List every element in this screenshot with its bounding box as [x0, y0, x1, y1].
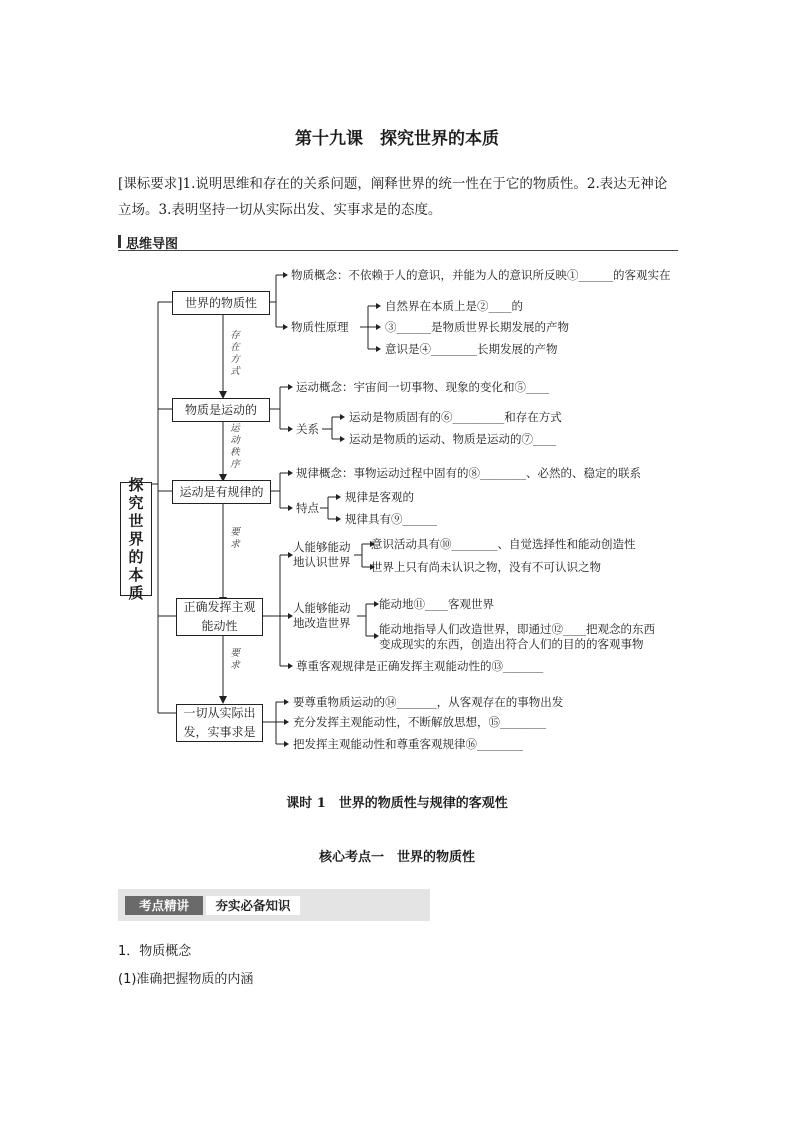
body-item-1: 1．物质概念 — [118, 944, 192, 959]
practice-item-2: 充分发挥主观能动性，不断解放思想，⑮________ — [293, 715, 546, 729]
curriculum-requirement-line-2: 立场。3.表明坚持一切从实际出发、实事求是的态度。 — [118, 202, 442, 218]
relation-item-1: 运动是物质固有的⑥_________和存在方式 — [349, 410, 562, 424]
change-item-1: 能动地⑪____客观世界 — [379, 597, 494, 611]
feature-item-2: 规律具有⑨______ — [345, 512, 437, 526]
change-item-2-line-1: 能动地指导人们改造世界，即通过⑫____把观念的东西 — [379, 622, 655, 636]
page-title: 第十九课 探究世界的本质 — [295, 129, 499, 149]
respect-laws: 尊重客观规律是正确发挥主观能动性的⑬_______ — [296, 659, 544, 673]
feature-item-1: 规律是客观的 — [345, 490, 414, 504]
principle-item-1: 自然界在本质上是②____的 — [385, 299, 523, 313]
principle-item-2: ③______是物质世界长期发展的产物 — [385, 320, 569, 334]
node-seek-truth-line-2: 发，实事求是 — [183, 725, 256, 739]
know-item-1: 意识活动具有⑩________、自觉选择性和能动创造性 — [371, 537, 636, 551]
know-world-line-1: 人能够能动 — [293, 540, 351, 554]
link-label-existence-mode: 存在方式 — [230, 330, 240, 377]
mind-map-root: 探究世界的本质 — [120, 482, 152, 596]
change-world-line-1: 人能够能动 — [293, 601, 351, 615]
banner-tag: 考点精讲 — [125, 896, 203, 915]
motion-relation: 关系 — [296, 422, 319, 436]
link-label-motion-order: 运动秩序 — [230, 423, 240, 470]
node-subjective-initiative-line-1: 正确发挥主观 — [183, 600, 256, 614]
node-matter-in-motion: 物质是运动的 — [172, 398, 270, 422]
lesson-title: 课时 1 世界的物质性与规律的客观性 — [286, 796, 508, 811]
node-world-materiality: 世界的物质性 — [172, 291, 270, 315]
key-point-banner — [118, 889, 430, 921]
change-item-2-line-2: 变成现实的东西，创造出符合人们的目的的客观事物 — [379, 637, 644, 651]
change-item-2 — [379, 622, 655, 652]
practice-item-3: 把发挥主观能动性和尊重客观规律⑯________ — [293, 737, 523, 751]
know-world-line-2: 地认识世界 — [293, 555, 351, 569]
banner-subtitle: 夯实必备知识 — [206, 896, 300, 915]
change-world-label — [293, 601, 351, 631]
node-subjective-initiative — [176, 598, 263, 636]
section-label: 思维导图 — [126, 237, 179, 252]
know-world-label — [293, 540, 351, 570]
core-point-title: 核心考点一 世界的物质性 — [318, 850, 475, 865]
body-item-2: (1)准确把握物质的内涵 — [118, 972, 254, 987]
node-seek-truth-line-1: 一切从实际出 — [183, 706, 256, 720]
motion-concept: 运动概念：宇宙间一切事物、现象的变化和⑤____ — [296, 380, 549, 394]
matter-concept: 物质概念：不依赖于人的意识，并能为人的意识所反映①______的客观实在 — [291, 268, 671, 282]
link-label-requirement-1: 要求 — [230, 527, 240, 550]
practice-item-1: 要尊重物质运动的⑭_______，从客观存在的事物出发 — [293, 695, 564, 709]
curriculum-requirement-line-1: [课标要求]1.说明思维和存在的关系问题，阐释世界的统一性在于它的物质性。2.表达无神论 — [118, 176, 668, 192]
relation-item-2: 运动是物质的运动、物质是运动的⑦____ — [349, 432, 556, 446]
node-subjective-initiative-line-2: 能动性 — [201, 619, 238, 633]
node-seek-truth-from-facts — [176, 704, 263, 742]
node-motion-has-laws: 运动是有规律的 — [172, 480, 271, 504]
link-label-requirement-2: 要求 — [230, 648, 240, 671]
materiality-principle: 物质性原理 — [291, 320, 349, 334]
law-features: 特点 — [296, 501, 319, 515]
know-item-2: 世界上只有尚未认识之物，没有不可认识之物 — [371, 560, 601, 574]
law-concept: 规律概念：事物运动过程中固有的⑧________、必然的、稳定的联系 — [296, 466, 641, 480]
principle-item-3: 意识是④________长期发展的产物 — [385, 342, 558, 356]
change-world-line-2: 地改造世界 — [293, 616, 351, 630]
